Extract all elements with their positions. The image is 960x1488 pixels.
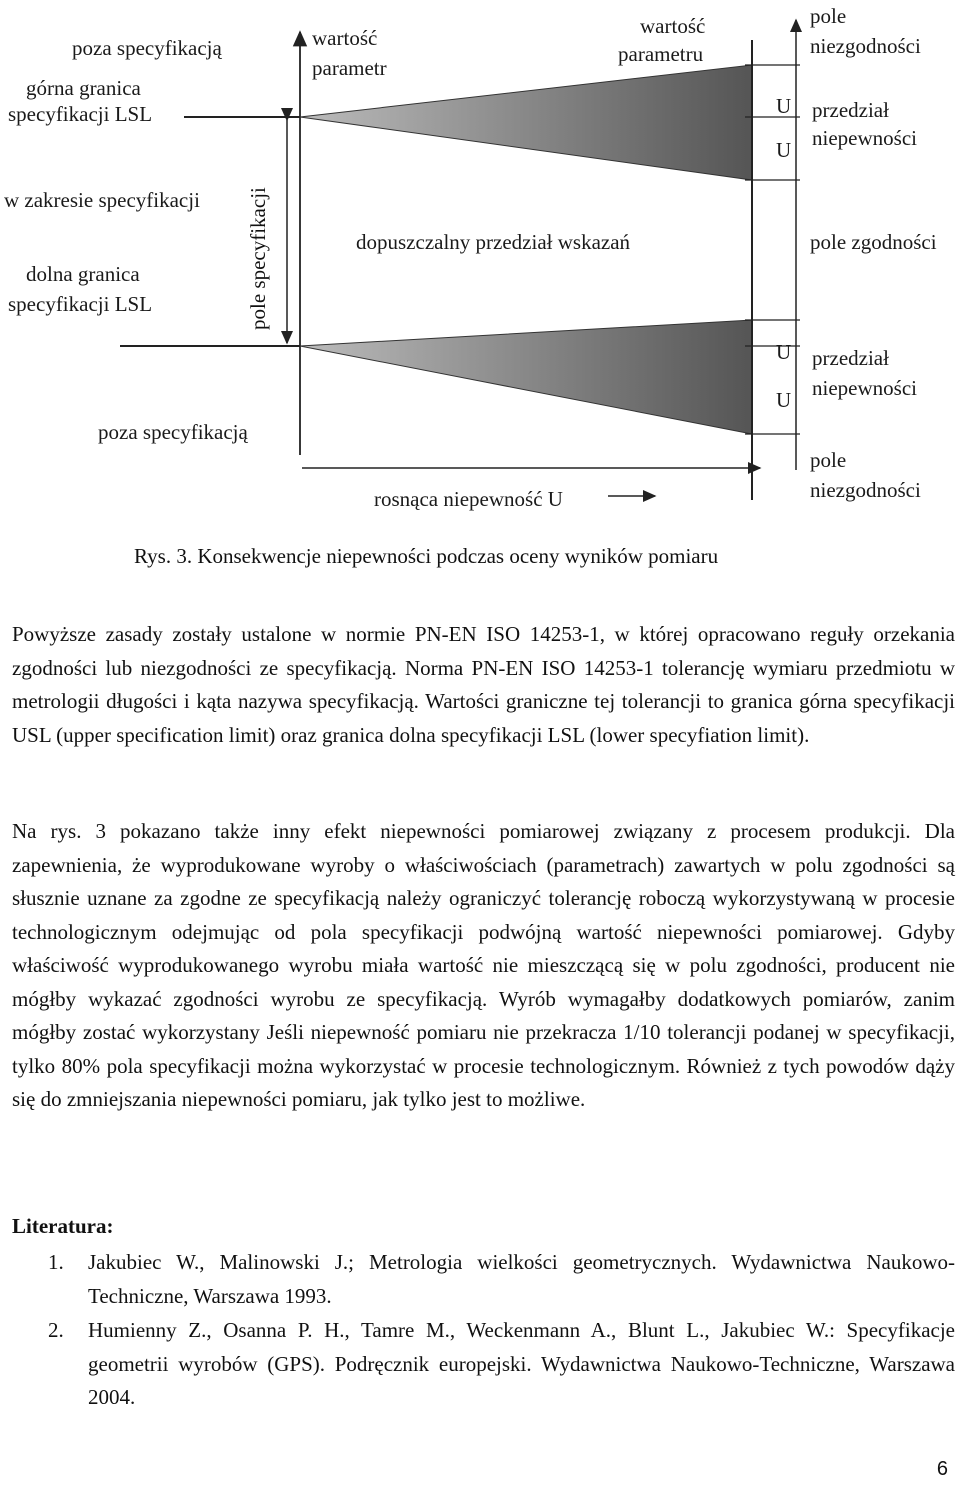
- literature-item-text: Jakubiec W., Malinowski J.; Metrologia wielkości geometrycznych. Wydawnictwa Naukowo-Techniczne, Warszawa 1993.: [88, 1250, 955, 1308]
- u-label-4: U: [776, 388, 792, 412]
- upper-limit-label-2: specyfikacji LSL: [8, 102, 153, 126]
- nonconformity-top-1: pole: [810, 4, 847, 28]
- paragraph-2: Na rys. 3 pokazano także inny efekt niepewności pomiarowej związany z procesem produkcji. Dla zapewnienia, że wyprodukowane wyroby o właściwościach (parametrach) zawartych w polu zgodności są słusznie uznane za zgodne ze specyfikacją należy ograniczyć tolerancję roboczą wykorzystywaną w procesie technologicznym odejmując od pola specyfikacji podwójną wartość niepewności pomiarowej. Gdyby właściwość wyprodukowanego wyrobu miała wartość nie mieszczącą się w polu zgodności, producent nie mógłby wykazać zgodności wyrobu ze specyfikacją. Wyrób wymagałby dodatkowych pomiarów, zanim mógłby zostać wykorzystany Jeśli niepewność pomiaru nie przekracza 1/10 tolerancji podanej w specyfikacji, tylko 80% pola specyfikacji można wykorzystać w procesie technologicznym. Również z tych powodów dąży się do zmniejszania niepewności pomiaru, jak tylko jest to możliwe.: [12, 819, 955, 1111]
- nonconformity-bottom-2: niezgodności: [810, 478, 921, 502]
- u-label-1: U: [776, 94, 792, 118]
- param-value-left-1: wartość: [312, 26, 378, 50]
- literature-item-number: 2.: [48, 1318, 64, 1342]
- lower-limit-label-2: specyfikacji LSL: [8, 292, 153, 316]
- upper-wedge: [300, 65, 752, 180]
- u-label-3: U: [776, 340, 792, 364]
- paragraph-1: Powyższe zasady zostały ustalone w normie PN-EN ISO 14253-1, w której opracowano reguły orzekania zgodności lub niezgodności ze specyfikacją. Norma PN-EN ISO 14253-1 tolerancję wymiaru przedmiotu w metrologii długości i kąta nazywa specyfikacją. Wartości graniczne tej tolerancji to granica górna specyfikacji USL (upper specification limit) oraz granica dolna specyfikacji LSL (lower specyfiation limit).: [12, 622, 955, 747]
- in-spec-label: w zakresie specyfikacji: [4, 188, 200, 212]
- param-value-right-1: wartość: [640, 14, 706, 38]
- u-label-2: U: [776, 138, 792, 162]
- uncertainty-bottom-2: niepewności: [812, 376, 917, 400]
- lower-limit-label-1: dolna granica: [26, 262, 140, 286]
- outside-spec-bottom-label: poza specyfikacją: [98, 420, 248, 444]
- param-value-right-2: parametru: [618, 42, 704, 66]
- outside-spec-top-label: poza specyfikacją: [72, 36, 222, 60]
- nonconformity-bottom-1: pole: [810, 448, 847, 472]
- uncertainty-bottom-1: przedział: [812, 346, 889, 370]
- literature-heading: Literatura:: [12, 1214, 114, 1238]
- nonconformity-top-2: niezgodności: [810, 34, 921, 58]
- literature-item-number: 1.: [48, 1250, 64, 1274]
- growing-uncertainty-label: rosnąca niepewność U: [374, 487, 563, 511]
- allowed-range-label: dopuszczalny przedział wskazań: [356, 230, 631, 254]
- literature-item-text: Humienny Z., Osanna P. H., Tamre M., Weckenmann A., Blunt L., Jakubiec W.: Specyfikacje geometrii wyrobów (GPS). Podręcznik europejski. Wydawnictwa Naukowo-Techniczne, Warszawa 2004.: [88, 1318, 955, 1409]
- uncertainty-top-2: niepewności: [812, 126, 917, 150]
- figure-caption: Rys. 3. Konsekwencje niepewności podczas oceny wyników pomiaru: [134, 544, 719, 568]
- literature-item: [48, 1246, 955, 1313]
- page-number: 6: [936, 1458, 948, 1480]
- uncertainty-top-1: przedział: [812, 98, 889, 122]
- spec-field-vertical-label: pole specyfikacji: [246, 187, 270, 330]
- upper-limit-label-1: górna granica: [26, 76, 141, 100]
- param-value-left-2: parametr: [312, 56, 387, 80]
- literature-item: [48, 1314, 955, 1415]
- conformity-zone-label: pole zgodności: [810, 230, 937, 254]
- lower-wedge: [300, 320, 752, 434]
